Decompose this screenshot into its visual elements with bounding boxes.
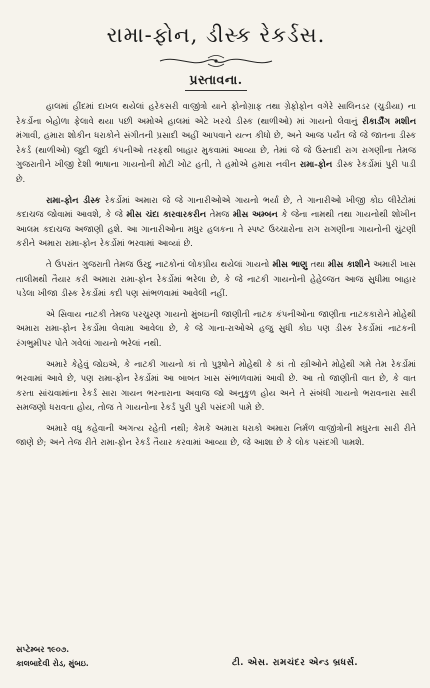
- paragraph-text: એ સિવાય નાટકી તેમજ પરચુરણ ગાયનો મુંબઇની જાણીતી નાટક કંપનીઓના જાણીતા નાટકકારોને મોહેથી અમારા રામા-ફોન રેકર્ડોમા લેવામા આવેલા છે, કે જે ગાના-રાઓએ હજુ સુધી કોઇ પણ ડીસ્ક રેકર્ડોમાં નાટકની રંગભુમીપર પોતે ગવેલાં ગાયનો ભરેલાં નથી.: [16, 308, 416, 348]
- paragraph-text: ડીસ્ક રેકર્ડોમાં પુરી પાડી છે.: [16, 159, 416, 184]
- paragraph-text: તે ઉપરાંત ગુજરાતી તેમજ ઉરદુ નાટકોનાં લોકપ્રીય થયેલાં ગાયનો: [46, 258, 273, 269]
- preface-paragraph: [16, 257, 416, 301]
- preface-paragraph: [16, 193, 416, 251]
- flourish-icon: [156, 54, 276, 68]
- footer-address: કાલબાદેવી રોડ, મુંબઇ.: [16, 658, 89, 668]
- decorative-flourish: [16, 54, 416, 68]
- paragraph-text: અમારે કેહેવું જોઇએ, કે નાટકી ગાયનો કાં તો પુરૂષોને મોહેથી કે કાં તો સ્ત્રીઓને મોહેથી ગમે તેમ રેકર્ડોમાં ભરવામાં આવે છે, પણ રામા-ફોન રેકર્ડોમાં આ બાબત ખાસ સંભાળવામાં આવી છે. આ તો જાણીતી વાત છે, કે વાત કરતા સાંચવામાંના રેકર્ડ સારા ગાયન ભરનારાના અવાજ જો અનુકુળ હોય અને તે સંબંધી ગાયનો ભરાવનારા સારી સમજણો ધરાવતા હોય, તોજ તે ગાયનોના રેકર્ડ પુરી પુરી પસંદગી પામે છે.: [16, 358, 416, 413]
- page-title: રામા-ફોન, ડીસ્ક રેકર્ડસ.: [106, 23, 326, 47]
- paragraph-text: તેમજ: [206, 209, 233, 220]
- emphasized-text: મીસ ભાણુ: [272, 258, 308, 269]
- document-footer: [16, 642, 416, 670]
- paragraph-text: રેકર્ડોમાં અમારા જે જે ગાનારીઓએ ગાયનો ભર્યા છે, તે ગાનારીઓ ખીજી કોઇ લીરેટોમાં કદાચજ જોવામાં આવશે, કે જે: [16, 194, 416, 220]
- emphasized-text: મીસ કાશીને: [328, 258, 370, 269]
- preface-paragraph: [16, 357, 416, 415]
- emphasized-text: રામા-ફોન ડીસ્ક: [46, 194, 101, 205]
- footer-date-address: [16, 642, 89, 670]
- preface-body: [16, 99, 416, 450]
- emphasized-text: મીસ અમ્બન: [232, 209, 278, 220]
- paragraph-text: કે જેના નામથી તથા ગાયનોથી શોખીન આલમ કદાચજ અજાણી હશે. આ ગાનારીઓના મધુર હલકના તે સ્પષ્ટ ઉચ્ચારોના રાગ રાગણીના ગાયનોની ચુંટણી કરીને અમારા રામા-ફોન રેકર્ડોમાં ભરવામાં આવ્યાં છે.: [16, 209, 417, 249]
- emphasized-text: રામા-ફોન: [299, 159, 333, 170]
- paragraph-text: તથા: [307, 258, 329, 269]
- footer-signature: ટી. એસ. રામચંદર એન્ડ બ્રધર્સ.: [232, 658, 358, 668]
- emphasized-text: રીકાર્ડીંગ મશીન: [362, 115, 416, 126]
- preface-paragraph: [16, 99, 416, 187]
- preface-paragraph: [16, 307, 416, 351]
- paragraph-text: અમારે વધુ કહેવાની અગત્ય રહેતી નથી; કેમકે અમારા ધરાકો અમારા નિર્મળ વાજીંત્રોની મધુરતા સારી રીતે જાણે છે; અને તેજ રીતે રામા-ફોન રેકર્ડ તૈયાર કરવામાં આવ્યા છે, જે આશા છે કે લોક પસંદગી પામશે.: [16, 422, 416, 448]
- preface-heading: પ્રસ્તાવના.: [189, 72, 243, 87]
- heading-underline: [185, 90, 247, 91]
- paragraph-text: હાલમાં હીંદમાં દાખલ થયેલાં હરેકસરી વાજીંત્રો યાને ફોનોગ્રાફ તથા ગ્રેફોફોન વગેરે સાલિનડર (ચુડીયા) ના રેકર્ડોના બેહોળા ફેલાવે થયા પછી અમોએ હાલમાં એટે ખરચે ડીસ્ક (થાળીઓ) માં ગાયનો લેવાનું: [16, 101, 416, 126]
- footer-date: સપ્ટેમ્બર ૧૯૦૭.: [16, 644, 70, 654]
- paragraph-text: અમારી ખાસ તાલીમથી તૈયાર કરી અમારા રામા-ફોન રેકર્ડોમાં ભરેલા છે, કે જે નાટકી ગાયનોની હેહેલ્જત આજ સુધીમા બાહાર પડેલા ખીજા ડીસ્ક રેકર્ડોમાં કદી પણ સાંભળવામાં આવેલી નહીં.: [16, 258, 417, 299]
- paragraph-text: મંગાવી, હમારા શોકીન ધરાકોને સંગીતની પ્રસાદી અહીં આપવાને યત્ન કીધો છે, અને આજ પર્યંત જે જે જાતના ડીસ્ક રેકર્ડ (થાળીઓ) જુદી જુદી કંપનીઓ તરફથી બાહાર મુકવામાં આવ્યા છે, તેમાં જે જે ઉસ્તાદી રાગ રાગણીના તેમજ ગુજરાતીને ખીજી દેશી ભાષાના ગાયનોની મોટી ખોટ હતી, તે હમોએ હમારા નવીન: [16, 130, 416, 170]
- emphasized-text: મીસ ચંદા કારવારકરીન: [126, 209, 207, 220]
- preface-paragraph: [16, 421, 416, 450]
